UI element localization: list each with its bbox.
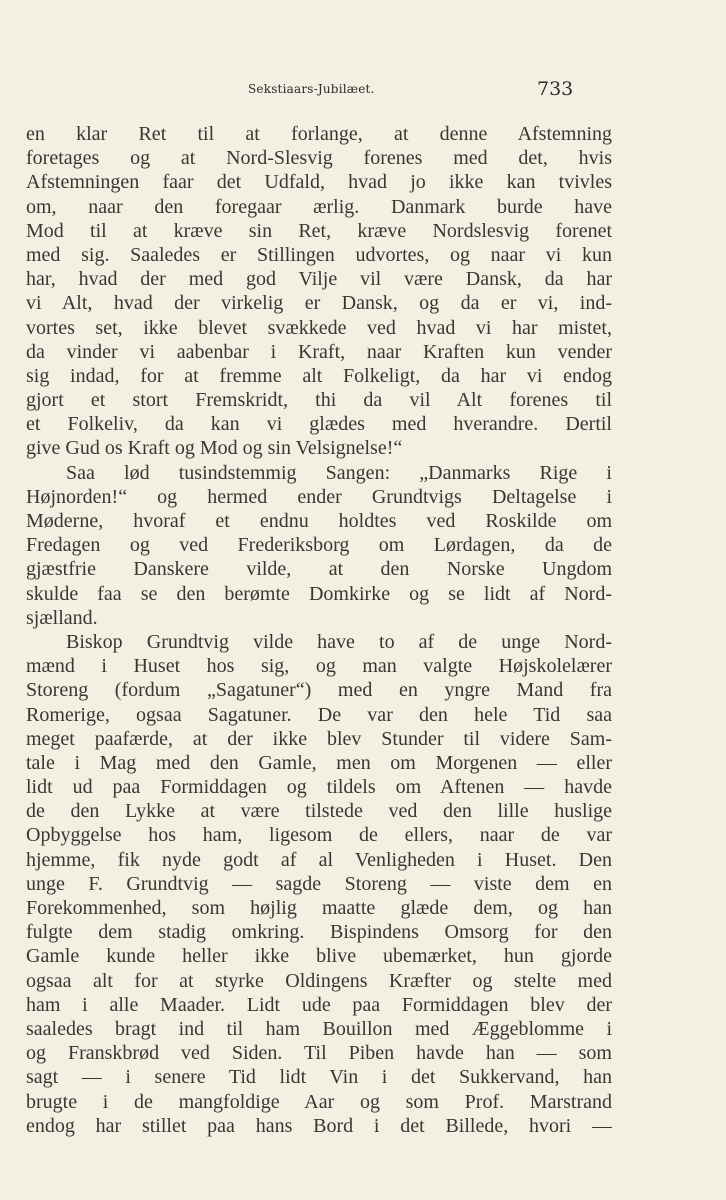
text-line: da vinder vi aabenbar i Kraft, naar Kraften kun vender xyxy=(26,340,612,363)
text-line: tale i Mag med den Gamle, men om Morgenen — eller xyxy=(26,751,612,774)
text-line: brugte i de mangfoldige Aar og som Prof. Marstrand xyxy=(26,1090,612,1113)
body-text xyxy=(26,122,612,1138)
text-line: saaledes bragt ind til ham Bouillon med Æggeblomme i xyxy=(26,1017,612,1040)
text-line: Romerige, ogsaa Sagatuner. De var den hele Tid saa xyxy=(26,703,612,726)
text-line: ham i alle Maader. Lidt ude paa Formiddagen blev der xyxy=(26,993,612,1016)
page-number: 733 xyxy=(537,78,574,100)
text-line: hjemme, fik nyde godt af al Venligheden i Huset. Den xyxy=(26,848,612,871)
text-line: give Gud os Kraft og Mod og sin Velsignelse!“ xyxy=(26,437,403,460)
page-header xyxy=(0,78,726,112)
text-line: sagt — i senere Tid lidt Vin i det Sukkervand, han xyxy=(26,1066,612,1089)
text-line: med sig. Saaledes er Stillingen udvortes, og naar vi kun xyxy=(26,243,612,266)
text-line: og Franskbrød ved Siden. Til Piben havde han — som xyxy=(26,1042,612,1065)
paragraph-start-line: Saa lød tusindstemmig Sangen: „Danmarks Rige i xyxy=(66,461,612,484)
text-line: Møderne, hvoraf et endnu holdtes ved Roskilde om xyxy=(26,510,612,532)
text-line: Storeng (fordum „Sagatuner“) med en yngre Mand fra xyxy=(26,679,612,702)
text-line: foretages og at Nord-Slesvig forenes med det, hvis xyxy=(26,147,612,170)
text-line: sig indad, for at fremme alt Folkeligt, da har vi endog xyxy=(26,364,612,387)
text-line: sjælland. xyxy=(26,606,98,629)
text-line: Gamle kunde heller ikke blive ubemærket, hun gjorde xyxy=(26,945,612,968)
text-line: om, naar den foregaar ærlig. Danmark burde have xyxy=(26,195,612,218)
text-line: Fredagen og ved Frederiksborg om Lørdagen, da de xyxy=(26,534,612,557)
text-line: ogsaa alt for at styrke Oldingens Kræfter og stelte med xyxy=(26,969,612,992)
text-line: Opbyggelse hos ham, ligesom de ellers, naar de var xyxy=(26,824,612,847)
text-line: Højnorden!“ og hermed ender Grundtvigs Deltagelse i xyxy=(26,485,612,508)
text-line: de den Lykke at være tilstede ved den lille huslige xyxy=(26,800,612,823)
text-line: meget paafærde, at der ikke blev Stunder til videre Sam- xyxy=(26,727,612,750)
text-line: Afstemningen faar det Udfald, hvad jo ikke kan tvivles xyxy=(26,171,612,194)
text-line: en klar Ret til at forlange, at denne Afstemning xyxy=(26,123,612,145)
text-line: gjort et stort Fremskridt, thi da vil Alt forenes til xyxy=(26,389,612,412)
running-title: Sekstiaars-Jubilæet. xyxy=(248,82,375,96)
text-line: mænd i Huset hos sig, og man valgte Højskolelærer xyxy=(26,655,612,678)
text-line: har, hvad der med god Vilje vil være Dansk, da har xyxy=(26,268,612,291)
text-line: lidt ud paa Formiddagen og tildels om Aftenen — havde xyxy=(26,776,612,799)
text-line: fulgte dem stadig omkring. Bispindens Omsorg for den xyxy=(26,921,612,944)
text-line: endog har stillet paa hans Bord i det Billede, hvori — xyxy=(26,1114,612,1137)
text-line: Mod til at kræve sin Ret, kræve Nordslesvig forenet xyxy=(26,219,612,242)
text-line: gjæstfrie Danskere vilde, at den Norske Ungdom xyxy=(26,558,612,581)
text-line: vi Alt, hvad der virkelig er Dansk, og da er vi, ind- xyxy=(26,292,612,315)
paragraph-start-line: Biskop Grundtvig vilde have to af de unge Nord- xyxy=(66,630,612,653)
text-line: unge F. Grundtvig — sagde Storeng — viste dem en xyxy=(26,872,612,895)
text-line: skulde faa se den berømte Domkirke og se lidt af Nord- xyxy=(26,582,612,605)
text-line: et Folkeliv, da kan vi glædes med hverandre. Dertil xyxy=(26,413,612,436)
text-line: vortes set, ikke blevet svækkede ved hvad vi har mistet, xyxy=(26,316,612,339)
text-line: Forekommenhed, som højlig maatte glæde dem, og han xyxy=(26,897,612,919)
